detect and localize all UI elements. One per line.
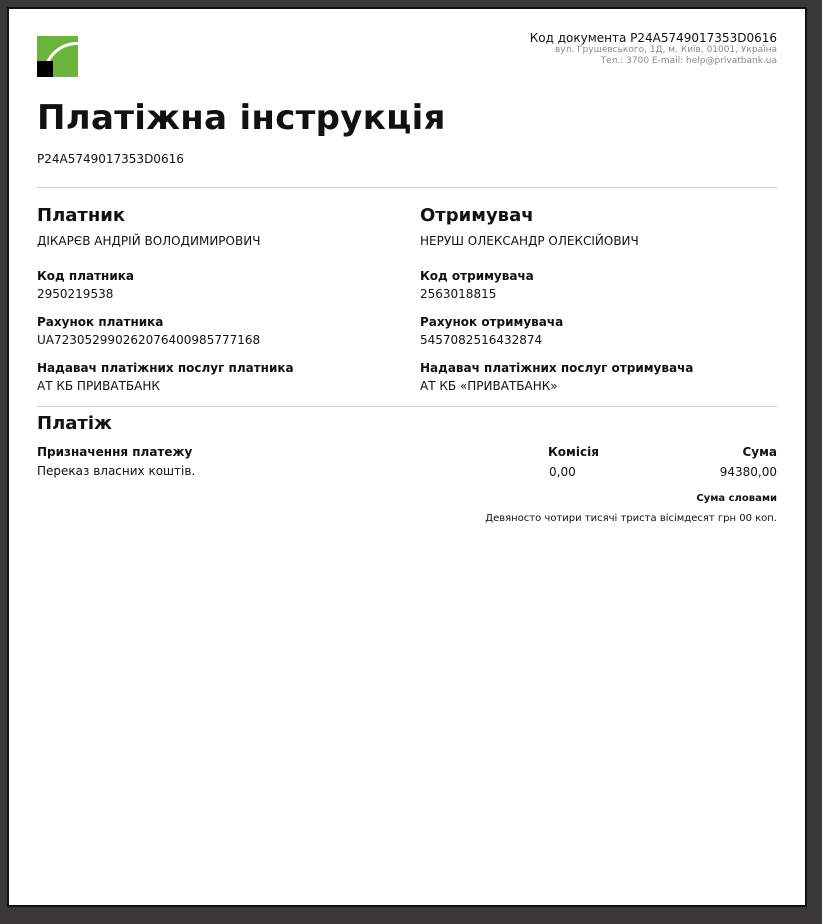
payer-account-field	[37, 315, 407, 348]
recipient-section	[420, 205, 790, 394]
recipient-account-field	[420, 315, 790, 348]
document-header	[530, 31, 777, 67]
payer-account-value: UA723052990262076400985777168	[37, 333, 261, 347]
amount-in-words-label: Сума словами	[696, 493, 777, 504]
bank-contacts: Тел.: 3700 E-mail: help@privatbank.ua	[600, 56, 777, 66]
payment-document	[9, 9, 805, 905]
payer-provider-label: Надавач платіжних послуг платника	[37, 361, 294, 375]
payer-provider-field	[37, 361, 407, 394]
payer-code-value: 2950219538	[37, 287, 114, 301]
recipient-code-field	[420, 269, 790, 302]
privatbank-logo-icon	[37, 36, 78, 77]
payer-code-field	[37, 269, 407, 302]
payer-account-label: Рахунок платника	[37, 315, 164, 329]
amount-value: 94380,00	[719, 465, 777, 479]
recipient-code-label: Код отримувача	[420, 269, 534, 283]
bank-address: вул. Грушевського, 1Д, м. Київ, 01001, Україна	[554, 45, 777, 55]
divider	[37, 187, 777, 188]
payment-heading: Платіж	[37, 413, 112, 434]
divider	[37, 406, 777, 407]
recipient-code-value: 2563018815	[420, 287, 497, 301]
amount-in-words-value: Девяносто чотири тисячі триста вісімдесят грн 00 коп.	[485, 513, 777, 524]
payer-provider-value: АТ КБ ПРИВАТБАНК	[37, 379, 160, 393]
purpose-value: Переказ власних коштів.	[37, 464, 196, 478]
recipient-heading: Отримувач	[420, 205, 534, 226]
recipient-provider-label: Надавач платіжних послуг отримувача	[420, 361, 694, 375]
purpose-label: Призначення платежу	[37, 445, 193, 459]
fee-label: Комісія	[548, 445, 599, 459]
document-code: Код документа P24A5749017353D0616	[529, 31, 777, 45]
recipient-provider-value: АТ КБ «ПРИВАТБАНК»	[420, 379, 558, 393]
recipient-account-value: 5457082516432874	[420, 333, 543, 347]
document-id: P24A5749017353D0616	[37, 152, 184, 166]
payer-heading: Платник	[37, 205, 126, 226]
payer-section	[37, 205, 407, 394]
recipient-account-label: Рахунок отримувача	[420, 315, 564, 329]
fee-value: 0,00	[549, 465, 576, 479]
payer-name: ДІКАРЄВ АНДРІЙ ВОЛОДИМИРОВИЧ	[37, 234, 261, 248]
recipient-name: НЕРУШ ОЛЕКСАНДР ОЛЕКСІЙОВИЧ	[420, 234, 639, 248]
amount-label: Сума	[742, 445, 777, 459]
recipient-provider-field	[420, 361, 790, 394]
page-title: Платіжна інструкція	[37, 98, 446, 138]
payer-code-label: Код платника	[37, 269, 134, 283]
